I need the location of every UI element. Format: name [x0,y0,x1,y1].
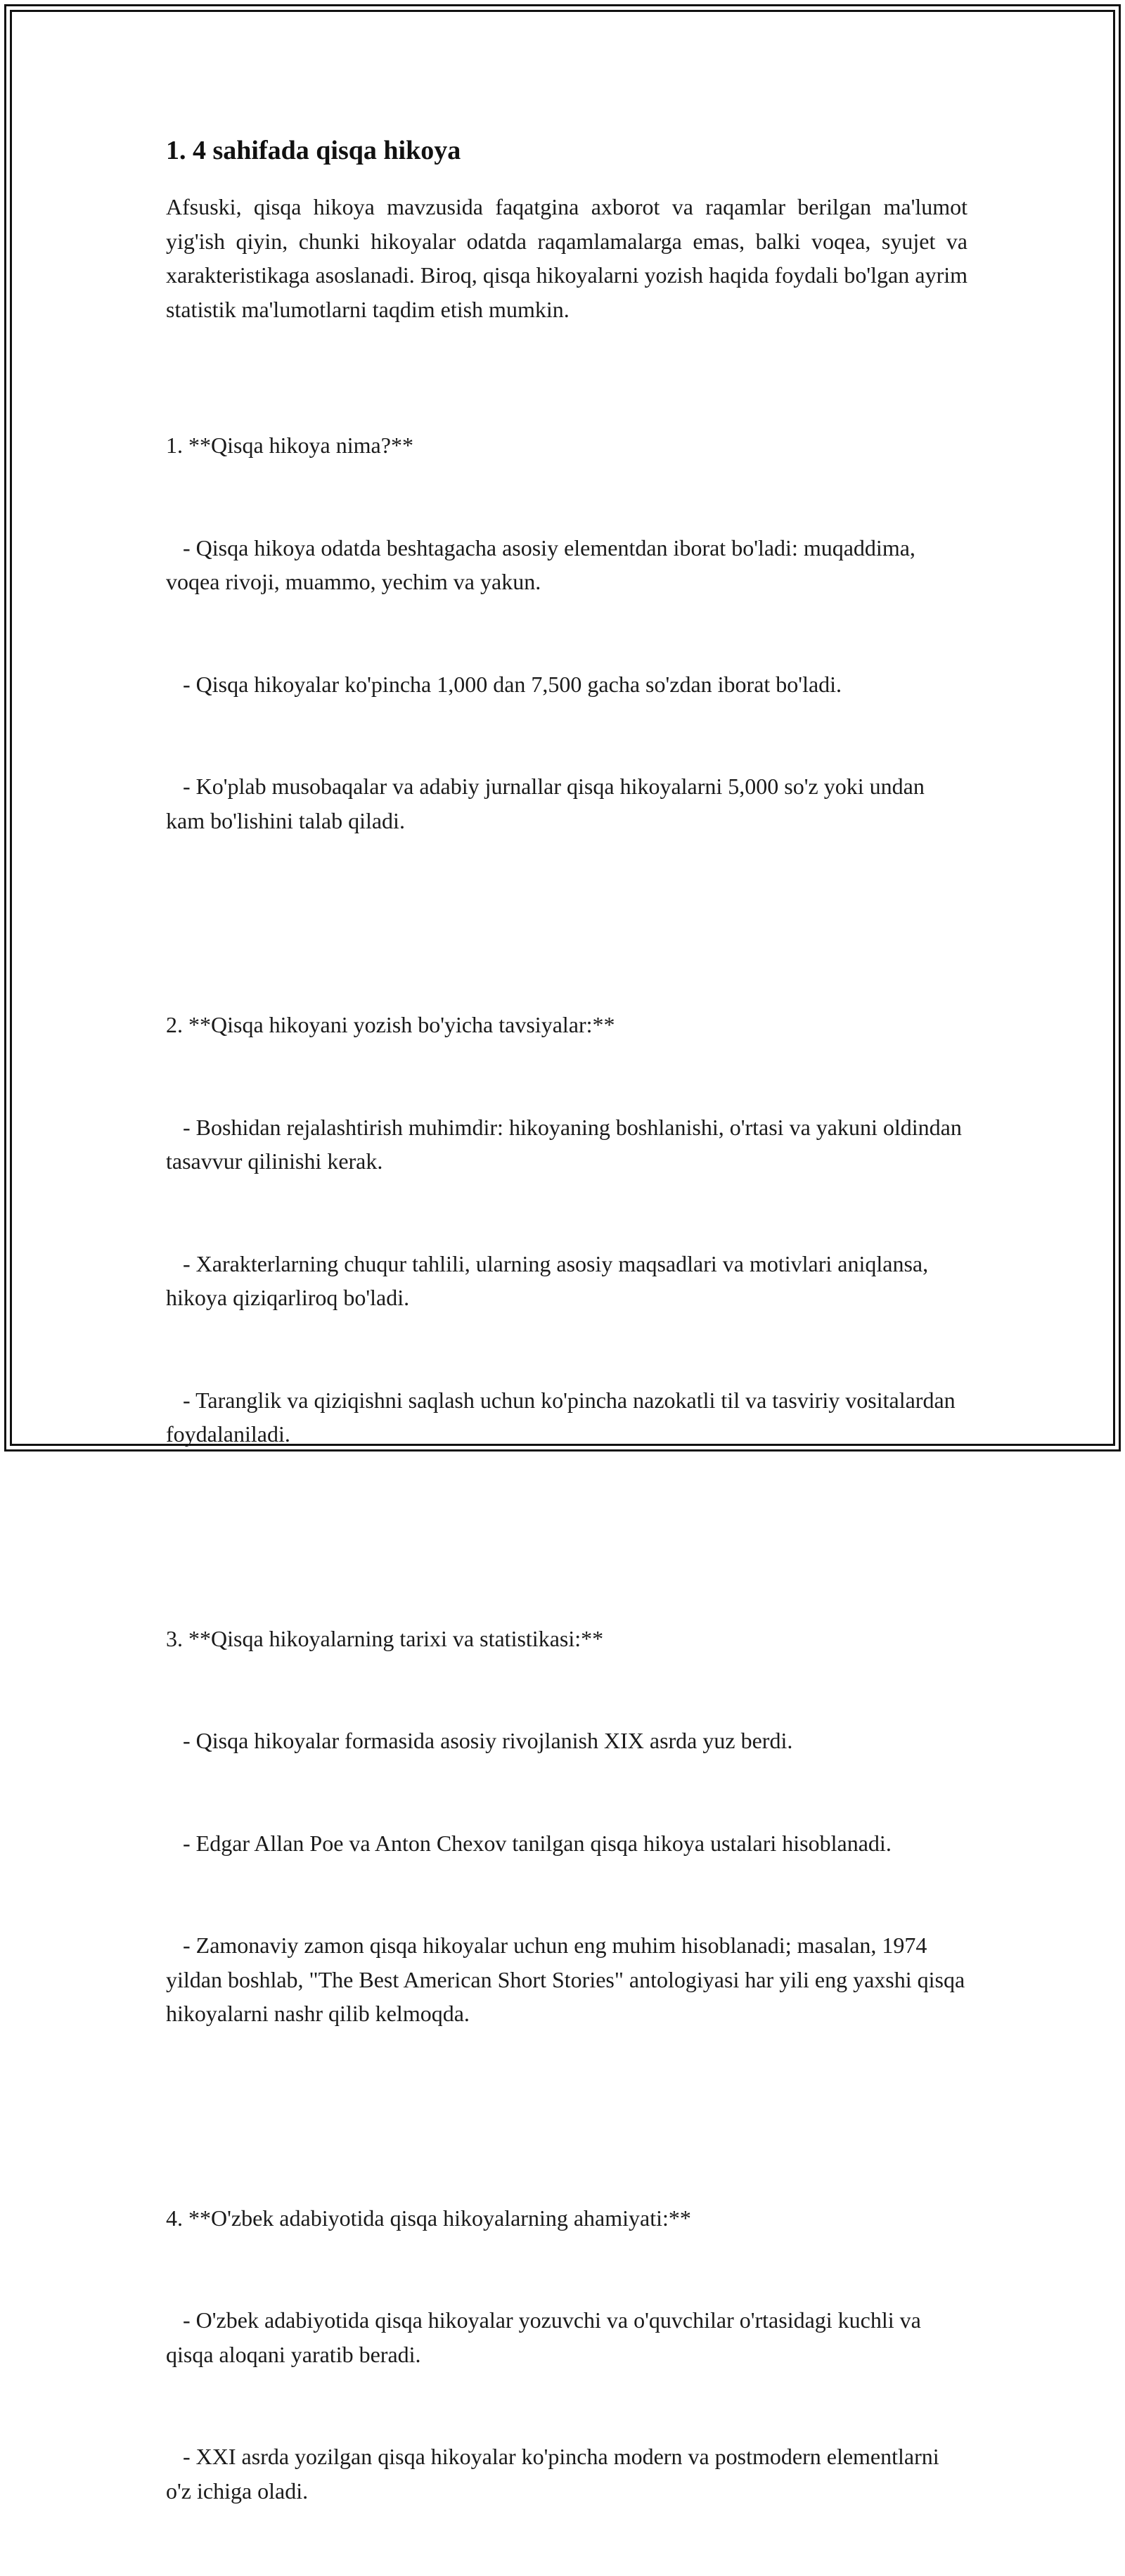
bullet-item: - Xarakterlarning chuqur tahlili, ularning asosiy maqsadlari va motivlari aniqlansa, hikoya qiziqarliroq bo'ladi. [166,1247,968,1315]
document-title: 1. 4 sahifada qisqa hikoya [166,131,968,170]
section-1 [166,360,968,906]
bullet-item: - Edgar Allan Poe va Anton Chexov tanilgan qisqa hikoya ustalari hisoblanadi. [166,1826,968,1861]
section-3 [166,1553,968,2099]
bullet-item: - Taranglik va qiziqishni saqlash uchun ko'pincha nazokatli til va tasviriy vositalardan foydalaniladi. [166,1383,968,1452]
intro-paragraph: Afsuski, qisqa hikoya mavzusida faqatgina axborot va raqamlar berilgan ma'lumot yig'ish qiyin, chunki hikoyalar odatda raqamlamalarga emas, balki voqea, syujet va xarakteristikaga asoslanadi. Biroq, qisqa hikoyalarni yozish haqida foydali bo'lgan ayrim statistik ma'lumotlarni taqdim etish mumkin. [166,190,968,326]
bullet-item: - Qisqa hikoyalar formasida asosiy rivojlanish XIX asrda yuz berdi. [166,1724,968,1758]
bullet-item: - Qisqa hikoya odatda beshtagacha asosiy elementdan iborat bo'ladi: muqaddima, voqea rivoji, muammo, yechim va yakun. [166,531,968,599]
section-4 [166,2133,968,2576]
bullet-item: - O'zbek adabiyotida qisqa hikoyalar yozuvchi va o'quvchilar o'rtasidagi kuchli va qisqa aloqani yaratib beradi. [166,2303,968,2371]
section-2 [166,940,968,1520]
bullet-item: - Boshidan rejalashtirish muhimdir: hikoyaning boshlanishi, o'rtasi va yakuni oldindan tasavvur qilinishi kerak. [166,1110,968,1179]
bullet-item: - Zamonaviy zamon qisqa hikoyalar uchun eng muhim hisoblanadi; masalan, 1974 yildan boshlab, "The Best American Short Stories" antologiyasi har yili eng yaxshi qisqa hikoyalarni nashr qilib kelmoqda. [166,1928,968,2031]
section-heading: 3. **Qisqa hikoyalarning tarixi va statistikasi:** [166,1622,968,1656]
section-heading: 1. **Qisqa hikoya nima?** [166,428,968,463]
document-body [166,131,968,2576]
section-heading: 2. **Qisqa hikoyani yozish bo'yicha tavsiyalar:** [166,1008,968,1042]
bullet-item: - Ko'plab musobaqalar va adabiy jurnallar qisqa hikoyalarni 5,000 so'z yoki undan kam bo'lishini talab qiladi. [166,769,968,838]
bullet-item: - Qisqa hikoyalar ko'pincha 1,000 dan 7,500 gacha so'zdan iborat bo'ladi. [166,667,968,702]
section-heading: 4. **O'zbek adabiyotida qisqa hikoyalarning ahamiyati:** [166,2201,968,2236]
bullet-item: - XXI asrda yozilgan qisqa hikoyalar ko'pincha modern va postmodern elementlarni o'z ichiga oladi. [166,2440,968,2508]
